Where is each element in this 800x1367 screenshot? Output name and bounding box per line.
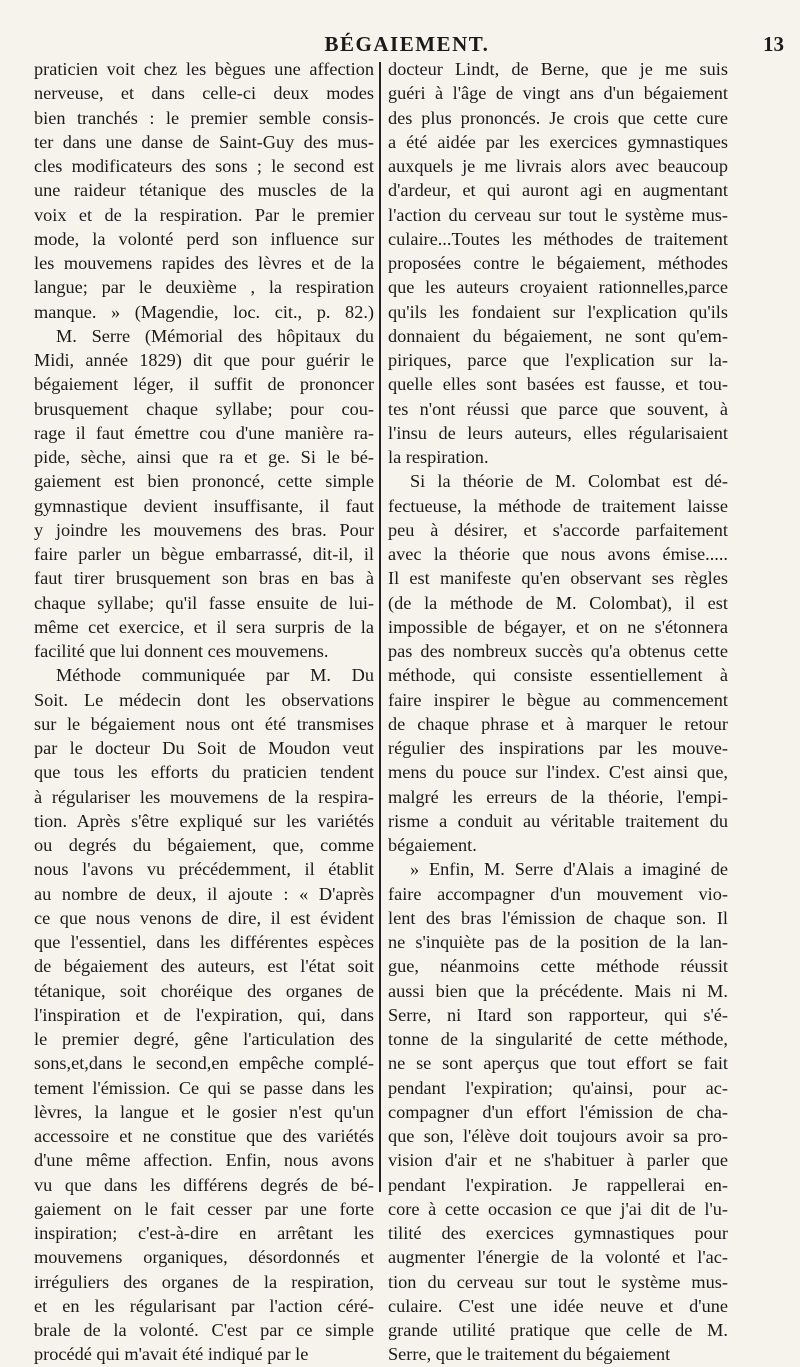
text-line: docteur Lindt, de Berne, que je me suis — [388, 59, 728, 79]
text-line: chaque syllabe; qu'il fasse ensuite de lui- — [34, 592, 374, 613]
text-line: compagner d'un effort l'émission de cha- — [388, 1101, 728, 1122]
text-line: brale de la volonté. C'est par ce simple — [34, 1320, 374, 1340]
text-line: faire accompagner d'un mouvement vio- — [388, 883, 728, 904]
text-line: proposées contre le bégaiement, méthodes — [388, 253, 728, 273]
text-line: et en les régularisant par l'action céré- — [34, 1295, 374, 1316]
text-line: ter dans une danse de Saint-Guy des mus- — [34, 131, 374, 152]
text-line: culaire...Toutes les méthodes de traitement — [388, 228, 728, 249]
text-line: core à cette occasion ce que j'ai dit de l'u- — [388, 1198, 728, 1219]
text-line: que l'essentiel, dans les différentes espèces — [34, 932, 374, 952]
text-line: qu'ils les fondaient sur l'explication qu'ils — [388, 301, 728, 322]
text-line: grande utilité pratique que celle de M. — [388, 1320, 728, 1340]
text-line: tonne de la singularité de cette méthode, — [388, 1029, 728, 1049]
text-line: l'inspiration et de l'expiration, qui, dans — [34, 1004, 374, 1025]
text-line: pendant l'expiration; qu'ainsi, pour ac- — [388, 1077, 728, 1098]
text-line: Serre, ni Itard son rapporteur, qui s'é- — [388, 1004, 728, 1025]
text-line: gaiement est bien prononcé, cette simple — [34, 471, 374, 492]
text-line: le premier degré, gêne l'articulation des — [34, 1029, 374, 1049]
text-line: que les auteurs croyaient rationnelles,parce — [388, 277, 728, 298]
text-line: donnaient du bégaiement, ne sont qu'em- — [388, 325, 728, 346]
text-line: M. Serre (Mémorial des hôpitaux du — [56, 325, 374, 346]
text-line: ou degrés du bégaiement, que, comme — [34, 835, 374, 855]
text-line: risme a conduit au véritable traitement du — [388, 810, 728, 831]
text-line: tétanique, soit choréique des organes de — [34, 980, 374, 1001]
text-line: la respiration. — [388, 447, 489, 467]
text-line: lèvres, la langue et le gosier n'est qu'un — [34, 1101, 374, 1122]
text-line: méthode, qui consiste essentiellement à — [388, 665, 728, 686]
text-line: faire inspirer le bègue au commencement — [388, 689, 728, 710]
text-line: nerveuse, et dans celle-ci deux modes — [34, 83, 374, 104]
column-divider — [379, 62, 381, 1192]
text-line: Soit. Le médecin dont les observations — [34, 689, 374, 710]
right-column — [388, 57, 728, 1367]
text-line: au nombre de deux, il ajoute : « D'après — [34, 883, 374, 904]
text-line: l'action du cerveau sur tout le système mus- — [388, 204, 728, 225]
text-line: bégaiement léger, il suffit de prononcer — [34, 374, 374, 395]
text-line: Midi, année 1829) dit que pour guérir le — [34, 350, 374, 370]
text-line: les mouvemens rapides des lèvres et de la — [34, 253, 374, 273]
text-line: de chaque phrase et à marquer le retour — [388, 713, 728, 734]
text-line: piriques, parce que l'explication sur la- — [388, 350, 728, 370]
text-line: quelle elles sont basées est fausse, et tou- — [388, 374, 728, 395]
text-line: ne s'inquiète pas de la position de la lan- — [388, 932, 728, 952]
text-line: accessoire et ne constitue que des variétés — [34, 1126, 374, 1146]
text-line: culaire. C'est une idée neuve et d'une — [388, 1295, 728, 1316]
text-line: des plus prononcés. Je crois que cette cure — [388, 107, 728, 128]
text-line: vu que dans les différens degrés de bé- — [34, 1174, 374, 1195]
text-line: tion du cerveau sur tout le système mus- — [388, 1271, 728, 1292]
text-line: vision d'air et ne s'habituer à parler que — [388, 1150, 728, 1171]
text-line: une raideur tétanique des muscles de la — [34, 180, 374, 201]
text-line: cles modificateurs des sons ; le second est — [34, 156, 374, 176]
text-line: gymnastique devient insuffisante, il faut — [34, 495, 374, 516]
text-line: Si la théorie de M. Colombat est dé- — [410, 471, 728, 492]
text-line: faut tirer brusquement son bras en bas à — [34, 568, 374, 589]
left-column — [34, 57, 374, 1367]
text-line: Serre, que le traitement du bégaiement — [388, 1344, 671, 1365]
text-line: pas des nombreux succès qu'a obtenus cette — [388, 641, 728, 661]
text-line: irréguliers des organes de la respiration, — [34, 1271, 374, 1292]
text-line: gue, néanmoins cette méthode réussit — [388, 956, 728, 977]
text-line: inspiration; c'est-à-dire en arrêtant les — [34, 1223, 374, 1243]
text-line: par le docteur Du Soit de Moudon veut — [34, 738, 374, 758]
text-line: pide, sèche, ainsi que ra et ge. Si le bé- — [34, 447, 374, 467]
text-line: (de la méthode de M. Colombat), il est — [388, 592, 728, 613]
text-line: lent des bras l'émission de chaque son. Il — [388, 907, 728, 928]
text-line: de bégaiement des auteurs, est l'état soit — [34, 956, 374, 977]
text-line: malgré les erreurs de la théorie, l'empi- — [388, 786, 728, 807]
text-line: Méthode communiquée par M. Du — [56, 665, 374, 686]
text-line: tilité des exercices gymnastiques pour — [388, 1223, 728, 1243]
text-line: manque. » (Magendie, loc. cit., p. 82.) — [34, 301, 374, 322]
text-line: bégaiement. — [388, 835, 477, 855]
text-line: aussi bien que la précédente. Mais ni M. — [388, 980, 728, 1001]
text-line: nous l'avons vu précédemment, il établit — [34, 859, 374, 880]
text-line: tion. Après s'être expliqué sur les variétés — [34, 810, 374, 831]
text-line: gaiement on le fait cesser par une forte — [34, 1198, 374, 1219]
text-line: même cet exercice, et il sera surpris de la — [34, 616, 374, 637]
text-line: » Enfin, M. Serre d'Alais a imaginé de — [410, 859, 728, 880]
text-line: y joindre les mouvemens des bras. Pour — [34, 519, 374, 540]
text-line: avec la théorie que nous avons émise..... — [388, 544, 728, 564]
text-line: bien tranchés : le premier semble consis- — [34, 107, 374, 128]
text-line: peu à désirer, et s'accorde parfaitement — [388, 519, 728, 540]
text-line: pendant l'expiration. Je rappellerai en- — [388, 1174, 728, 1195]
text-line: tement l'émission. Ce qui se passe dans les — [34, 1077, 374, 1098]
running-title: BÉGAIEMENT. — [324, 32, 490, 56]
text-line: a été aidée par les exercices gymnastiques — [388, 131, 728, 152]
text-line: langue; par le deuxième , la respiration — [34, 277, 374, 298]
text-line: d'une même affection. Enfin, nous avons — [34, 1150, 374, 1171]
text-line: impossible de bégayer, et on ne s'étonnera — [388, 616, 728, 637]
page-number: 13 — [763, 32, 784, 56]
text-line: voix et de la respiration. Par le premier — [34, 204, 374, 225]
text-line: ce que nous venons de dire, il est évident — [34, 907, 374, 928]
text-line: à régulariser les mouvemens de la respira- — [34, 786, 374, 807]
text-line: sons,et,dans le second,en empêche complé- — [34, 1053, 374, 1074]
text-line: l'insu de leurs auteurs, elles régularisaient — [388, 422, 728, 443]
text-line: mens du pouce sur l'index. C'est ainsi que, — [388, 762, 728, 783]
text-line: que tous les efforts du praticien tendent — [34, 762, 374, 783]
text-line: Il est manifeste qu'en observant ses règles — [388, 568, 728, 589]
text-line: auxquels je me livrais alors avec beaucoup — [388, 156, 728, 176]
text-line: que son, l'élève doit toujours avoir sa pro- — [388, 1126, 728, 1146]
text-line: augmenter l'énergie de la volonté et l'ac- — [388, 1247, 728, 1268]
text-line: guéri à l'âge de vingt ans d'un bégaiement — [388, 83, 728, 104]
text-line: mouvemens organiques, désordonnés et — [34, 1247, 374, 1268]
text-line: fectueuse, la méthode de traitement laisse — [388, 495, 728, 516]
text-line: faire parler un bègue embarrassé, dit-il, il — [34, 544, 374, 564]
page-header — [30, 22, 784, 56]
text-line: praticien voit chez les bègues une affection — [34, 59, 374, 79]
text-line: sur le bégaiement nous ont été transmises — [34, 713, 374, 734]
text-line: rage il faut émettre cou d'une manière ra- — [34, 422, 374, 443]
text-line: tes n'ont réussi que parce que souvent, à — [388, 398, 728, 419]
text-line: procédé qui m'avait été indiqué par le — [34, 1344, 309, 1365]
text-line: d'ardeur, et qui auront agi en augmentant — [388, 180, 728, 201]
text-line: ne se sont aperçus que tout effort se fait — [388, 1053, 728, 1074]
text-line: brusquement chaque syllabe; pour cou- — [34, 398, 374, 419]
text-line: régulier des inspirations par les mouve- — [388, 738, 728, 758]
text-line: mode, la volonté perd son influence sur — [34, 228, 374, 249]
text-line: facilité que lui donnent ces mouvemens. — [34, 641, 329, 661]
